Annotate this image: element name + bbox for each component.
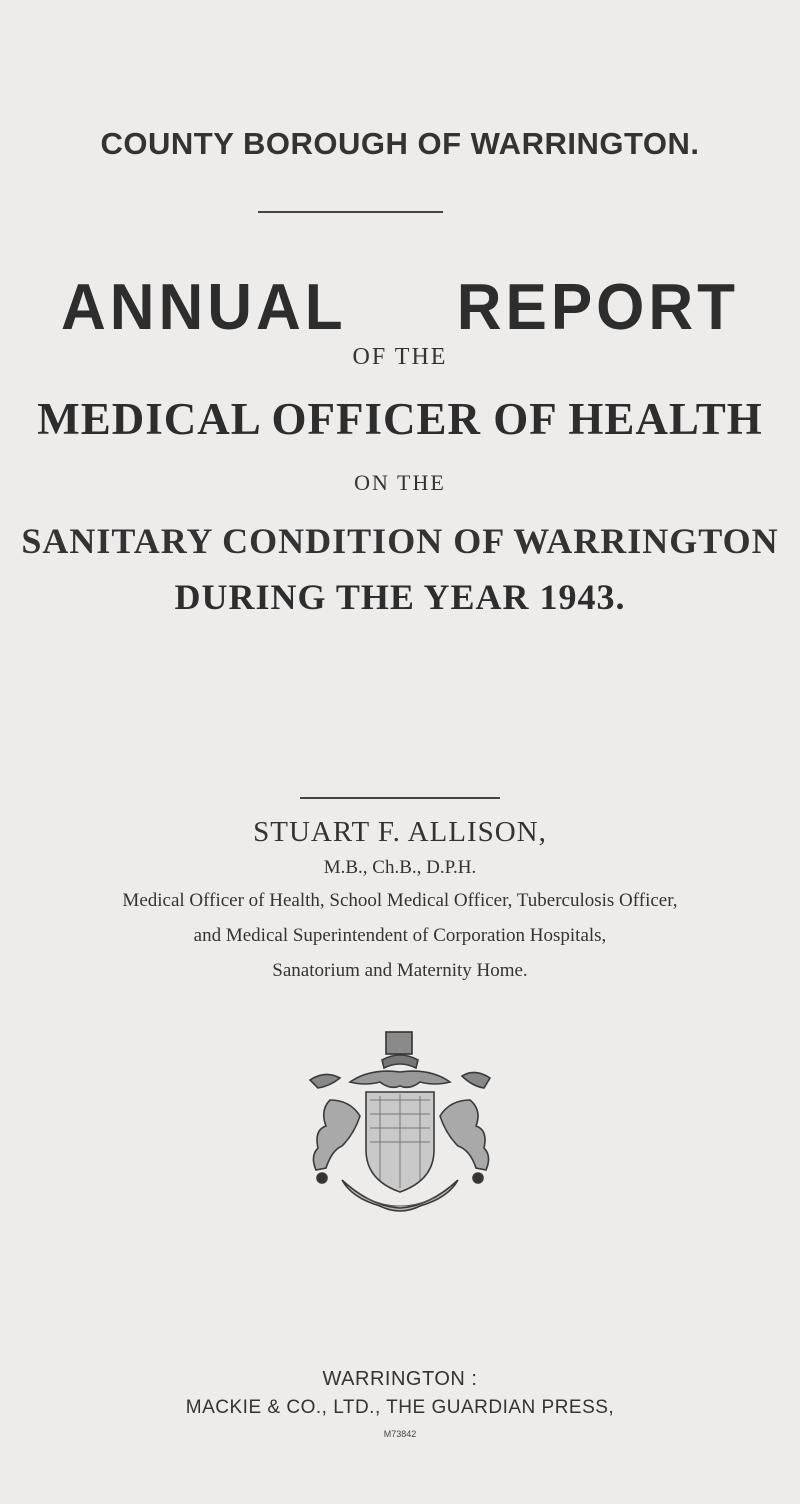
title-word-report: REPORT	[456, 271, 740, 344]
author-role-line: and Medical Superintendent of Corporation Hospitals,	[193, 925, 607, 946]
imprint-place: WARRINGTON :	[322, 1368, 478, 1390]
year-line: DURING THE YEAR 1943.	[174, 577, 626, 617]
report-title	[0, 270, 800, 345]
print-code: M73842	[383, 1429, 417, 1439]
author-role-line: Medical Officer of Health, School Medical Officer, Tuberculosis Officer,	[122, 890, 678, 911]
title-word-annual: ANNUAL	[60, 271, 347, 344]
coat-of-arms-icon	[270, 1030, 530, 1220]
author-name: STUART F. ALLISON,	[253, 816, 547, 848]
of-the-label: OF THE	[352, 344, 448, 370]
top-divider	[258, 211, 443, 213]
officer-title: MEDICAL OFFICER OF HEALTH	[37, 394, 763, 444]
imprint-printer: MACKIE & CO., LTD., THE GUARDIAN PRESS,	[185, 1397, 615, 1418]
author-degrees: M.B., Ch.B., D.P.H.	[323, 857, 477, 878]
subject-line: SANITARY CONDITION OF WARRINGTON	[21, 521, 779, 561]
middle-divider	[300, 797, 500, 799]
on-the-label: ON THE	[354, 470, 446, 495]
author-role-line: Sanatorium and Maternity Home.	[272, 960, 528, 981]
borough-heading: COUNTY BOROUGH OF WARRINGTON.	[100, 126, 700, 161]
